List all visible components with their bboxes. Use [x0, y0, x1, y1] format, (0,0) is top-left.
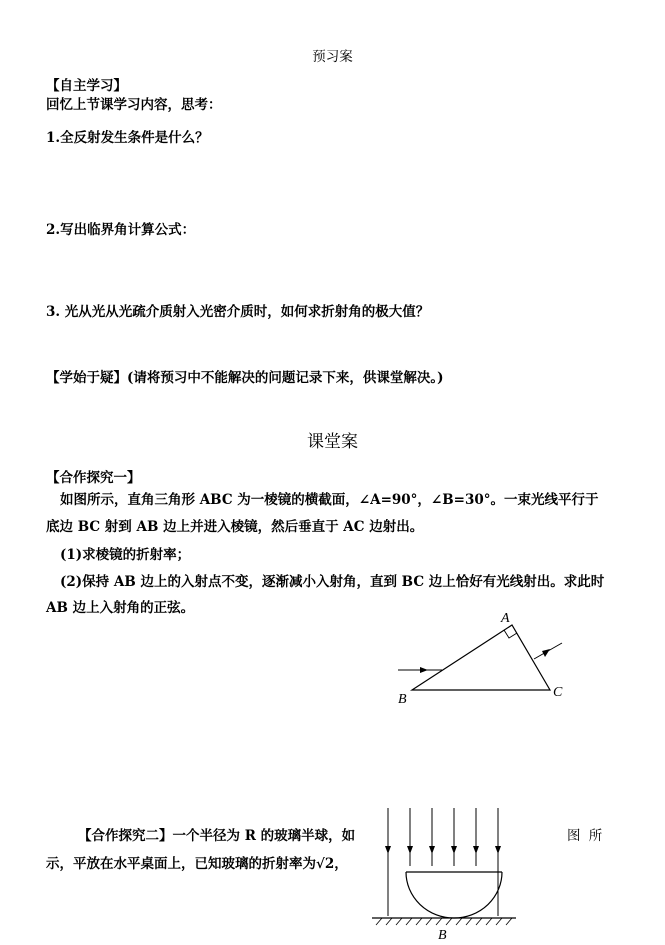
explore2-line1: 【合作探究二】一个半径为 R 的玻璃半球，如: [78, 828, 356, 844]
label-b-hemisphere: B: [438, 928, 447, 942]
prism-figure: [390, 605, 580, 715]
intro-text: 回忆上节课学习内容，思考：: [46, 97, 222, 113]
label-b: B: [398, 692, 407, 707]
classroom-title: 课堂案: [307, 432, 358, 452]
explore1-q2-line1: (2)保持 AB 边上的入射点不变，逐渐减小入射角，直到 BC 边上恰好有光线射出。求此时: [60, 574, 605, 590]
explore2-line2: 示，平放在水平桌面上，已知玻璃的折射率为√2，: [46, 856, 348, 872]
explore1-q2-line2: AB 边上入射角的正弦。: [46, 600, 195, 616]
hemisphere-figure: [370, 806, 520, 942]
question-1: 1.全反射发生条件是什么？: [46, 130, 209, 146]
label-c: C: [553, 685, 563, 700]
explore1-line2: 底边 BC 射到 AB 边上并进入棱镜，然后垂直于 AC 边射出。: [46, 519, 424, 535]
preview-title: 预习案: [312, 49, 353, 65]
label-a: A: [501, 611, 510, 626]
question-2: 2.写出临界角计算公式：: [46, 222, 196, 238]
question-3: 3. 光从光从光疏介质射入光密介质时，如何求折射角的极大值？: [46, 304, 430, 320]
explore2-line1-tail: 图 所: [567, 828, 603, 844]
explore1-line1: 如图所示，直角三角形 ABC 为一棱镜的横截面，∠A=90°，∠B=30°。一束光线平行于: [60, 492, 599, 508]
self-study-heading: 【自主学习】: [46, 78, 127, 94]
explore1-q1: (1)求棱镜的折射率；: [60, 547, 191, 563]
explore1-heading: 【合作探究一】: [46, 470, 141, 486]
doubt-heading: 【学始于疑】(请将预习中不能解决的问题记录下来，供课堂解决。): [46, 370, 444, 386]
